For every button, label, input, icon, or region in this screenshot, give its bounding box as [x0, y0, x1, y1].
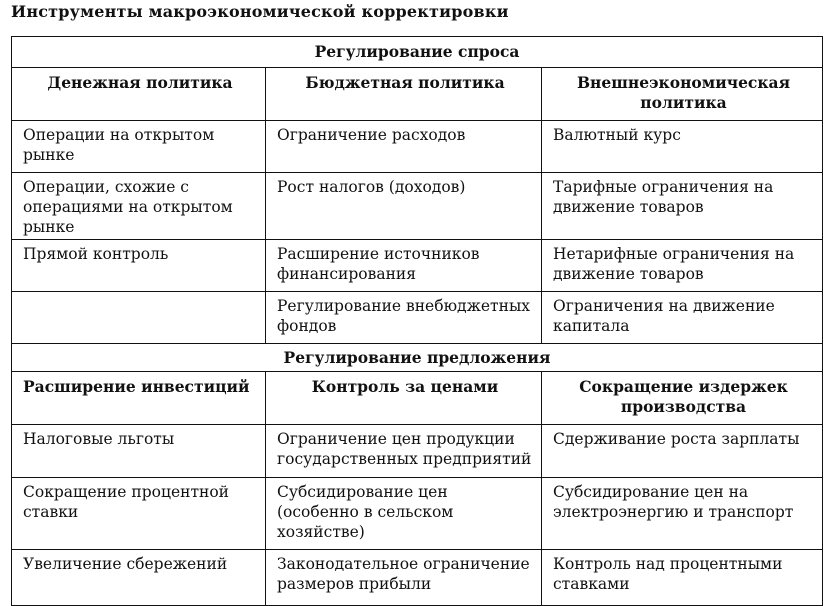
table-cell: Контроль над процентными ставками [542, 550, 823, 606]
demand-header-budget: Бюджетная политика [266, 68, 542, 121]
table-row [12, 550, 823, 606]
table-cell: Субсидирование цен (особенно в сельском хозяйстве) [266, 478, 542, 550]
table-cell: Операции, схожие с операциями на открытом рынке [12, 173, 266, 240]
table-cell: Операции на открытом рынке [12, 121, 266, 173]
table-cell: Налоговые льготы [12, 425, 266, 478]
supply-header-costs: Сокращение издержек производства [542, 372, 823, 425]
supply-header-prices: Контроль за ценами [266, 372, 542, 425]
table-cell: Прямой контроль [12, 240, 266, 292]
table-cell: Регулирование внебюджетных фондов [266, 292, 542, 344]
table-row [12, 292, 823, 344]
table-cell: Рост налогов (доходов) [266, 173, 542, 240]
table-cell: Ограничение цен продукции государственных предприятий [266, 425, 542, 478]
table-cell: Расширение источников финансирования [266, 240, 542, 292]
table-cell: Тарифные ограничения на движение товаров [542, 173, 823, 240]
macro-tools-table [11, 36, 823, 606]
demand-header-monetary: Денежная политика [12, 68, 266, 121]
supply-section-title: Регулирование предложения [12, 344, 823, 372]
table-cell [12, 292, 266, 344]
table-cell: Сдерживание роста зарплаты [542, 425, 823, 478]
page-title: Инструменты макроэкономической корректировки [11, 2, 509, 21]
demand-section-title: Регулирование спроса [12, 37, 823, 68]
table-cell: Ограничения на движение капитала [542, 292, 823, 344]
table-cell: Валютный курс [542, 121, 823, 173]
table-cell: Ограничение расходов [266, 121, 542, 173]
table-cell: Нетарифные ограничения на движение товаров [542, 240, 823, 292]
supply-header-investment: Расширение инвестиций [12, 372, 266, 425]
demand-header-foreign: Внешнеэкономическая политика [542, 68, 823, 121]
table-cell: Субсидирование цен на электроэнергию и транспорт [542, 478, 823, 550]
table-row [12, 240, 823, 292]
table-row [12, 478, 823, 550]
table-cell: Увеличение сбережений [12, 550, 266, 606]
table-row [12, 173, 823, 240]
table-cell: Сокращение процентной ставки [12, 478, 266, 550]
table-row [12, 425, 823, 478]
table-cell: Законодательное ограничение размеров прибыли [266, 550, 542, 606]
table-row [12, 121, 823, 173]
